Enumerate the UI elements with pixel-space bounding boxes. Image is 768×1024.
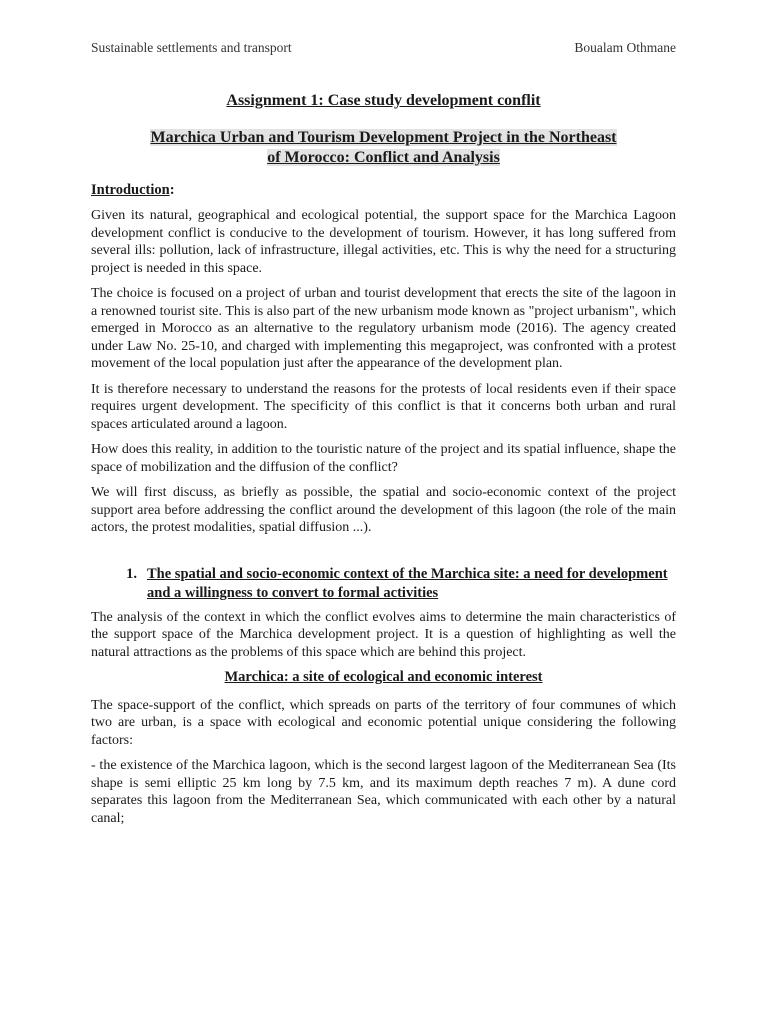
document-title xyxy=(91,128,676,168)
intro-paragraph-1: Given its natural, geographical and ecological potential, the support space for the Marchica Lagoon development conflict is conducive to the development of tourism. However, it has long suffered from several ills: pollution, lack of infrastructure, illegal activities, etc. This is why the need for a structuring project is needed in this space. xyxy=(91,208,676,276)
subsection-heading: Marchica: a site of ecological and economic interest xyxy=(224,669,543,685)
header-author: Boualam Othmane xyxy=(574,40,676,55)
introduction-heading-text: Introduction xyxy=(91,181,170,198)
title-line-1: Marchica Urban and Tourism Development Project in the Northeast xyxy=(150,128,617,146)
assignment-title: Assignment 1: Case study development conflit xyxy=(226,92,541,109)
section-1-paragraph: The analysis of the context in which the conflict evolves aims to determine the main characteristics of the support space of the Marchica development project. It is a question of highlighting as well the natural attractions as the problems of this space which are behind this project. xyxy=(91,609,676,660)
section-1-title: The spatial and socio-economic context of the Marchica site: a need for development and a willingness to convert to formal activities xyxy=(147,565,668,601)
title-line-2: of Morocco: Conflict and Analysis xyxy=(267,148,500,166)
header-course: Sustainable settlements and transport xyxy=(91,40,292,55)
section-1-number: 1. xyxy=(126,565,137,582)
intro-paragraph-4: How does this reality, in addition to the touristic nature of the project and its spatial influence, shape the space of mobilization and the diffusion of the conflict? xyxy=(91,442,676,475)
introduction-colon: : xyxy=(169,181,175,198)
section-1-heading xyxy=(91,565,676,603)
page-header xyxy=(91,40,676,56)
subsection-paragraph-2: - the existence of the Marchica lagoon, which is the second largest lagoon of the Mediterranean Sea (Its shape is semi elliptic 25 km long by 7.5 km, and its maximum depth reaches 7 m). A dune cord separates this lagoon from the Mediterranean Sea, which communicated with each other by a natural canal; xyxy=(91,758,676,826)
intro-paragraph-5: We will first discuss, as briefly as possible, the spatial and socio-economic context of the project support area before addressing the conflict around the development of this lagoon (the role of the main actors, the protest modalities, spatial diffusion ...). xyxy=(91,485,676,535)
document-body xyxy=(91,92,676,835)
subsection-paragraph-1: The space-support of the conflict, which spreads on parts of the territory of four communes of which two are urban, is a space with ecological and economic potential unique considering the following factors: xyxy=(91,697,676,748)
introduction-heading xyxy=(91,182,676,200)
intro-paragraph-3: It is therefore necessary to understand the reasons for the protests of local residents even if their space requires urgent development. The specificity of this conflict is that it concerns both urban and rural spaces articulated around a lagoon. xyxy=(91,381,676,432)
intro-paragraph-2: The choice is focused on a project of urban and tourist development that erects the site of the lagoon in a renowned tourist site. This is also part of the new urbanism mode known as "project urbanism", which emerged in Morocco as an alternative to the regulatory urbanism mode (2016). The agency created under Law No. 25-10, and charged with implementing this megaproject, was confronted with a protest movement of the local population just after the appearance of the development plan. xyxy=(91,286,676,371)
